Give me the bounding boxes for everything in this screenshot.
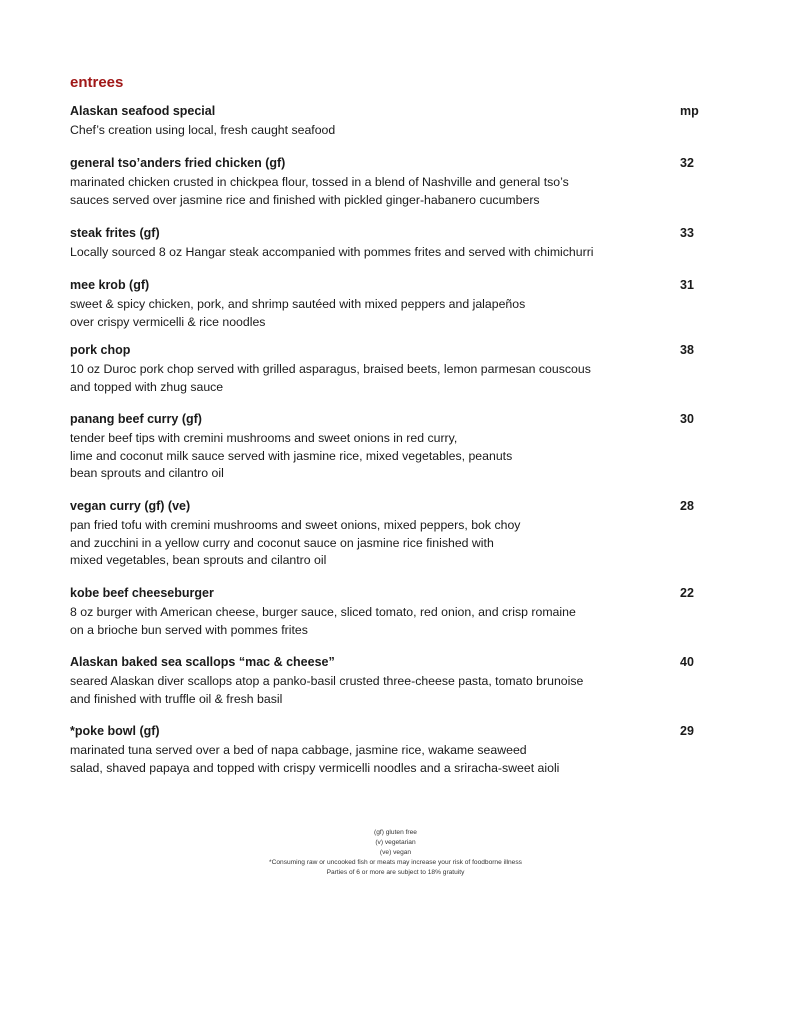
item-description <box>70 430 710 483</box>
item-price: 32 <box>680 156 694 170</box>
section-title: entrees <box>70 74 124 91</box>
item-description <box>70 174 710 209</box>
food-safety-notice: *Consuming raw or uncooked fish or meats may increase your risk of foodborne illness <box>269 859 522 866</box>
legend-line: (ve) vegan <box>379 849 412 856</box>
item-name: Alaskan baked sea scallops “mac & cheese” <box>70 655 335 669</box>
menu-item <box>70 278 710 331</box>
menu-item <box>70 586 710 639</box>
item-name: mee krob (gf) <box>70 278 150 292</box>
menu-item <box>70 343 710 396</box>
menu-item <box>70 724 710 777</box>
menu-item <box>70 655 710 708</box>
description-line: lime and coconut milk sauce served with jasmine rice, mixed vegetables, peanuts <box>70 448 513 463</box>
item-name: vegan curry (gf) (ve) <box>70 499 191 513</box>
item-price: 40 <box>680 655 694 669</box>
description-line: and topped with zhug sauce <box>70 379 224 394</box>
item-price: 22 <box>680 586 694 600</box>
description-line: 8 oz burger with American cheese, burger sauce, sliced tomato, red onion, and crisp romaine <box>70 605 576 619</box>
description-line: seared Alaskan diver scallops atop a panko-basil crusted three-cheese pasta, tomato brunoise <box>70 674 584 688</box>
menu-item <box>70 226 710 262</box>
description-line: Locally sourced 8 oz Hangar steak accompanied with pommes frites and served with chimichurri <box>70 245 594 259</box>
description-line: mixed vegetables, bean sprouts and cilantro oil <box>70 553 327 567</box>
item-price: 28 <box>680 499 694 513</box>
menu-item <box>70 156 710 209</box>
description-line: tender beef tips with cremini mushrooms and sweet onions in red curry, <box>70 431 458 445</box>
description-line: pan fried tofu with cremini mushrooms and sweet onions, mixed peppers, bok choy <box>70 518 521 532</box>
description-line: over crispy vermicelli & rice noodles <box>70 314 266 329</box>
item-description <box>70 244 710 262</box>
item-description <box>70 673 710 708</box>
description-line: Chef’s creation using local, fresh caught seafood <box>70 123 336 137</box>
item-price: 30 <box>680 412 694 426</box>
item-name: steak frites (gf) <box>70 226 160 240</box>
item-price: 31 <box>680 278 694 292</box>
item-name: kobe beef cheeseburger <box>70 586 214 600</box>
item-description <box>70 742 710 777</box>
item-name: general tso’anders fried chicken (gf) <box>70 156 286 170</box>
menu-item <box>70 412 710 483</box>
description-line: and finished with truffle oil & fresh basil <box>70 691 283 706</box>
item-price: 38 <box>680 343 694 357</box>
item-price: 29 <box>680 724 694 738</box>
description-line: sweet & spicy chicken, pork, and shrimp sautéed with mixed peppers and jalapeños <box>70 297 526 311</box>
item-description <box>70 361 710 396</box>
description-line: salad, shaved papaya and topped with crispy vermicelli noodles and a sriracha-sweet aioli <box>70 760 560 775</box>
item-description <box>70 122 710 140</box>
item-description <box>70 604 710 639</box>
legend-line: (gf) gluten free <box>374 829 417 836</box>
menu-item <box>70 499 710 570</box>
item-price: 33 <box>680 226 694 240</box>
legend-line: (v) vegetarian <box>375 839 416 846</box>
description-line: and zucchini in a yellow curry and coconut sauce on jasmine rice finished with <box>70 535 494 550</box>
item-name: Alaskan seafood special <box>70 104 216 118</box>
description-line: 10 oz Duroc pork chop served with grilled asparagus, braised beets, lemon parmesan couscous <box>70 362 591 376</box>
dietary-legend <box>0 828 791 878</box>
description-line: bean sprouts and cilantro oil <box>70 466 224 480</box>
description-line: marinated tuna served over a bed of napa cabbage, jasmine rice, wakame seaweed <box>70 743 527 757</box>
description-line: sauces served over jasmine rice and finished with pickled ginger-habanero cucumbers <box>70 192 540 207</box>
item-description <box>70 517 710 570</box>
item-name: *poke bowl (gf) <box>70 724 160 738</box>
item-price: mp <box>680 104 699 118</box>
description-line: marinated chicken crusted in chickpea flour, tossed in a blend of Nashville and general tso’s <box>70 175 569 189</box>
description-line: on a brioche bun served with pommes frites <box>70 622 308 637</box>
item-name: panang beef curry (gf) <box>70 412 202 426</box>
menu-item <box>70 104 710 140</box>
gratuity-notice: Parties of 6 or more are subject to 18% gratuity <box>326 869 465 876</box>
item-name: pork chop <box>70 343 131 357</box>
item-description <box>70 296 710 331</box>
